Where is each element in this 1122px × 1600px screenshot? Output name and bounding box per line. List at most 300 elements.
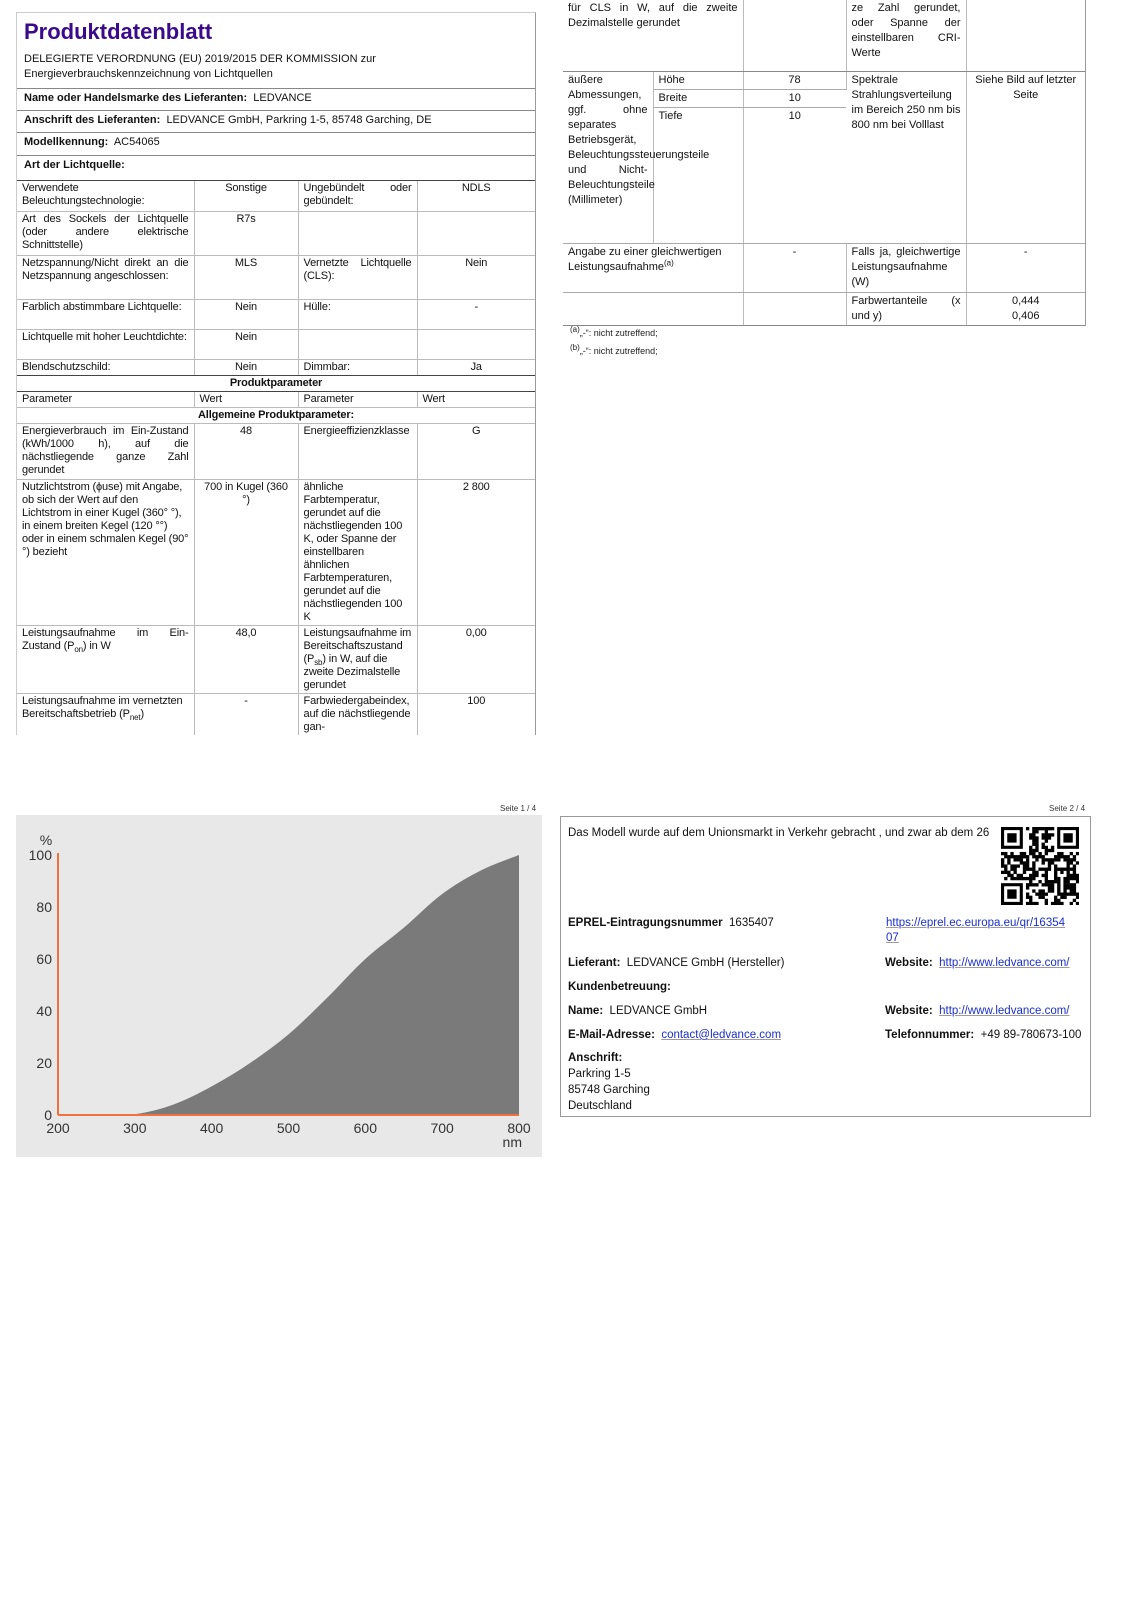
dimension-value: 78	[743, 71, 846, 89]
qr-module	[1048, 849, 1051, 852]
cell-value: 700 in Kugel (360 °)	[194, 479, 298, 625]
qr-module	[1070, 883, 1073, 886]
qr-module	[1070, 877, 1073, 880]
cell-label	[17, 625, 194, 693]
website-row	[885, 956, 1070, 971]
qr-module	[1057, 868, 1060, 871]
qr-module	[1063, 858, 1066, 861]
qr-module	[1045, 839, 1048, 842]
qr-module	[1057, 858, 1060, 861]
qr-module	[1017, 855, 1020, 858]
qr-module	[1001, 861, 1004, 864]
qr-module	[1070, 858, 1073, 861]
qr-module	[1045, 868, 1048, 871]
qr-module	[1038, 855, 1041, 858]
qr-module	[1026, 858, 1029, 861]
x-tick-label: 400	[199, 1120, 224, 1136]
qr-module	[1029, 874, 1032, 877]
qr-module	[1032, 889, 1035, 892]
email-row	[568, 1028, 781, 1043]
y-axis-label: %	[39, 832, 53, 848]
supplier-value: LEDVANCE GmbH (Hersteller)	[626, 957, 785, 969]
chroma-x: 0,444	[1011, 294, 1040, 307]
cell-label: ze Zahl gerundet, oder Spanne der einstellbaren CRI-Werte	[846, 0, 966, 71]
qr-module	[1035, 902, 1038, 905]
qr-module	[1051, 880, 1054, 883]
eprel-link[interactable]: https://eprel.ec.europa.eu/qr/1635407	[886, 917, 1066, 944]
qr-module	[1054, 896, 1057, 899]
qr-module	[1032, 874, 1035, 877]
qr-module	[1032, 861, 1035, 864]
website-label: Website:	[885, 957, 933, 969]
qr-module	[1051, 889, 1054, 892]
qr-module	[1054, 877, 1057, 880]
table-row	[17, 299, 535, 329]
qr-module	[1042, 874, 1045, 877]
qr-module	[1060, 902, 1063, 905]
qr-module	[1020, 877, 1023, 880]
cell-label: Farblich abstimmbare Lichtquelle:	[17, 299, 194, 329]
qr-module	[1045, 899, 1048, 902]
cell-empty	[417, 211, 535, 255]
email-link[interactable]: contact@ledvance.com	[661, 1029, 782, 1041]
qr-module	[1035, 836, 1038, 839]
qr-module	[1007, 858, 1010, 861]
qr-module	[1054, 874, 1057, 877]
model-row	[17, 133, 535, 156]
qr-module	[1038, 852, 1041, 855]
qr-module	[1026, 902, 1029, 905]
cell-value	[966, 292, 1085, 325]
model-label: Modellkennung:	[24, 136, 109, 148]
qr-module	[1045, 877, 1048, 880]
qr-module	[1063, 889, 1066, 892]
cell-label: Farbwiedergabeindex, auf die nächstliegende gan-	[298, 693, 417, 735]
qr-module	[1001, 858, 1004, 861]
qr-module	[1032, 830, 1035, 833]
chart-svg	[16, 815, 542, 1157]
qr-module	[1070, 874, 1073, 877]
qr-module	[1045, 827, 1048, 830]
label-text: ) in W	[82, 639, 111, 652]
cell-value: 100	[467, 694, 486, 707]
qr-module	[1023, 868, 1026, 871]
label-text: Leistungsaufnahme im vernetzten Bereitschaftsbetrieb (P	[22, 694, 183, 720]
cell-empty	[417, 329, 535, 359]
qr-module	[1063, 883, 1066, 886]
qr-module	[1001, 852, 1004, 855]
qr-module	[1057, 880, 1060, 883]
qr-module	[1045, 893, 1048, 896]
y-tick-label: 0	[44, 1107, 52, 1123]
qr-module	[1042, 861, 1045, 864]
address-line: Parkring 1-5	[568, 1068, 631, 1080]
qr-module	[1076, 893, 1079, 896]
y-tick-label: 100	[28, 847, 52, 863]
qr-module	[1067, 868, 1070, 871]
qr-module	[1073, 893, 1076, 896]
cell-value: Nein	[194, 359, 298, 375]
cell-label: Hülle:	[298, 299, 417, 329]
qr-module	[1029, 833, 1032, 836]
qr-module	[1051, 886, 1054, 889]
qr-module	[1051, 849, 1054, 852]
qr-module	[1057, 902, 1060, 905]
qr-module	[1067, 861, 1070, 864]
qr-module	[1004, 855, 1007, 858]
qr-module	[1054, 899, 1057, 902]
qr-module	[1026, 896, 1029, 899]
cell-empty	[743, 292, 846, 325]
qr-module	[1073, 855, 1076, 858]
website-link[interactable]: http://www.ledvance.com/	[939, 957, 1070, 969]
cell-value: -	[743, 243, 846, 292]
eprel-row	[568, 916, 774, 931]
qr-module	[1020, 855, 1023, 858]
subscript: sb	[314, 657, 323, 667]
qr-module	[1048, 886, 1051, 889]
qr-module	[1004, 852, 1007, 855]
datasheet-page-1-continued	[563, 0, 1086, 326]
qr-module	[1010, 855, 1013, 858]
qr-module	[1029, 836, 1032, 839]
qr-module	[1045, 846, 1048, 849]
qr-module	[1048, 883, 1051, 886]
qr-module	[1073, 889, 1076, 892]
table-row	[17, 423, 535, 479]
qr-module	[1073, 877, 1076, 880]
qr-module	[1035, 843, 1038, 846]
qr-module	[1026, 886, 1029, 889]
qr-module	[1001, 864, 1004, 867]
cell-empty	[743, 0, 846, 71]
cell-value: -	[966, 243, 1085, 292]
qr-module	[1026, 877, 1029, 880]
qr-module	[1063, 868, 1066, 871]
qr-module	[1026, 868, 1029, 871]
qr-module	[1067, 880, 1070, 883]
qr-module	[1042, 883, 1045, 886]
cell-value: Nein	[194, 329, 298, 359]
dimension-value: 10	[743, 89, 846, 107]
qr-module	[1067, 893, 1070, 896]
qr-module	[1045, 874, 1048, 877]
qr-module	[1042, 827, 1045, 830]
dimension-name: Tiefe	[653, 107, 743, 243]
cell-label: für CLS in W, auf die zweite Dezimalstelle gerundet	[563, 0, 743, 71]
qr-module	[1054, 902, 1057, 905]
table-row	[17, 625, 535, 693]
cell-empty	[298, 211, 417, 255]
column-header: Parameter	[298, 391, 417, 407]
continued-table	[563, 0, 1085, 326]
footnote-text: „-“: nicht zutreffend;	[579, 346, 658, 356]
qr-module	[1070, 889, 1073, 892]
supplier-row	[568, 956, 784, 971]
qr-module	[1048, 833, 1051, 836]
qr-module	[1023, 864, 1026, 867]
table-row	[563, 71, 1085, 89]
qr-module	[1076, 896, 1079, 899]
table-row	[17, 359, 535, 375]
qr-module	[1042, 855, 1045, 858]
qr-module	[1004, 871, 1007, 874]
cell-label: Dimmbar:	[298, 359, 417, 375]
cell-label: Verwendete Beleuchtungstechnologie:	[17, 181, 194, 211]
qr-module	[1001, 871, 1004, 874]
qr-module	[1048, 864, 1051, 867]
qr-code[interactable]	[1001, 827, 1079, 905]
qr-module	[1067, 855, 1070, 858]
regulation-text: DELEGIERTE VERORDNUNG (EU) 2019/2015 DER KOMMISSION zur Energieverbrauchskennzeichnung von Lichtquellen	[17, 49, 535, 89]
support-name-value: LEDVANCE GmbH	[609, 1005, 708, 1017]
light-source-table	[17, 181, 535, 735]
header-row	[17, 391, 535, 407]
datasheet-page-1	[16, 12, 536, 735]
cell-label	[563, 243, 743, 292]
qr-module	[1054, 871, 1057, 874]
cell-label: Nutzlichtstrom (ϕuse) mit Angabe, ob sich der Wert auf den Lichtstrom in einer Kugel (360° °), in einem breiten Kegel (120 °°) oder in einem schmalen Kegel (90° °) bezieht	[17, 479, 194, 625]
qr-module	[1060, 893, 1063, 896]
x-axis-label: nm	[502, 1134, 522, 1150]
qr-module	[1067, 886, 1070, 889]
qr-module	[1007, 855, 1010, 858]
qr-module	[1029, 880, 1032, 883]
qr-module	[1032, 833, 1035, 836]
qr-module	[1063, 893, 1066, 896]
qr-module	[1060, 871, 1063, 874]
page-number-1: Seite 1 / 4	[500, 804, 537, 813]
cell-empty	[966, 0, 1085, 71]
footnote-b	[570, 344, 658, 359]
qr-module	[1035, 883, 1038, 886]
email-label: E-Mail-Adresse:	[568, 1029, 655, 1041]
qr-module	[1070, 893, 1073, 896]
qr-module	[1048, 889, 1051, 892]
cell-value: -	[417, 299, 535, 329]
qr-module	[1026, 827, 1029, 830]
qr-module	[1020, 861, 1023, 864]
qr-module	[1004, 864, 1007, 867]
qr-module	[1051, 827, 1054, 830]
cell-value: MLS	[194, 255, 298, 299]
qr-module	[1020, 858, 1023, 861]
qr-module	[1076, 861, 1079, 864]
x-tick-label: 800	[507, 1120, 531, 1136]
cell-label: Blendschutzschild:	[17, 359, 194, 375]
qr-module	[1013, 855, 1016, 858]
table-row	[17, 693, 535, 735]
cell-label	[17, 693, 194, 735]
cell-value: Nein	[417, 255, 535, 299]
cell-value: Nein	[194, 299, 298, 329]
qr-module	[1076, 902, 1079, 905]
phone-label: Telefonnummer:	[885, 1029, 975, 1041]
qr-module	[1023, 871, 1026, 874]
qr-module	[1038, 880, 1041, 883]
qr-module	[1048, 868, 1051, 871]
qr-module	[1070, 852, 1073, 855]
cell-value: 0,00	[417, 625, 535, 693]
spectrum-area	[58, 855, 519, 1115]
x-tick-label: 300	[123, 1120, 147, 1136]
qr-module	[1038, 827, 1041, 830]
qr-module	[1004, 868, 1007, 871]
section-heading-row	[17, 407, 535, 423]
qr-module	[1017, 874, 1020, 877]
qr-module	[1007, 861, 1010, 864]
qr-module	[1063, 896, 1066, 899]
qr-module	[1038, 896, 1041, 899]
footnote-text: „-“: nicht zutreffend;	[579, 328, 658, 338]
qr-module	[1073, 883, 1076, 886]
qr-module	[1063, 880, 1066, 883]
y-tick-label: 20	[36, 1055, 52, 1071]
qr-module	[1057, 855, 1060, 858]
qr-module	[1073, 899, 1076, 902]
qr-module	[1048, 880, 1051, 883]
qr-module	[1070, 861, 1073, 864]
qr-module	[1029, 849, 1032, 852]
qr-module	[1026, 861, 1029, 864]
cell-label: Lichtquelle mit hoher Leuchtdichte:	[17, 329, 194, 359]
qr-module	[1032, 855, 1035, 858]
qr-module	[1045, 849, 1048, 852]
qr-module	[1051, 846, 1054, 849]
footnote-mark: (b)	[570, 343, 580, 352]
qr-module	[1029, 846, 1032, 849]
qr-module	[1032, 864, 1035, 867]
column-header: Parameter	[17, 391, 194, 407]
dimensions-label: äußere Abmessungen, ggf. ohne separates Betriebsgerät, Beleuchtungssteuerungsteile und Nicht-Beleuchtungsteile (Millimeter)	[563, 71, 653, 243]
address-heading: Anschrift:	[568, 1052, 623, 1064]
qr-module	[1035, 830, 1038, 833]
qr-module	[1067, 883, 1070, 886]
qr-module	[1070, 902, 1073, 905]
qr-module	[1045, 836, 1048, 839]
label-text: Leistungsaufnahme im Bereitschaftszustand (P	[303, 626, 412, 665]
qr-module	[1048, 861, 1051, 864]
qr-module	[1032, 839, 1035, 842]
qr-module	[1073, 864, 1076, 867]
qr-module	[1035, 827, 1038, 830]
qr-module	[1013, 877, 1016, 880]
qr-module	[1045, 902, 1048, 905]
qr-module	[1045, 858, 1048, 861]
phone-value: +49 89-780673-100	[980, 1029, 1082, 1041]
label-text: Angabe zu einer gleichwertigen Leistungsaufnahme	[568, 245, 722, 273]
qr-module	[1073, 868, 1076, 871]
customer-support-heading: Kundenbetreuung:	[568, 981, 671, 993]
cell-label: Farbwertanteile (x und y)	[846, 292, 966, 325]
qr-module	[1051, 883, 1054, 886]
qr-module	[1073, 871, 1076, 874]
qr-module	[1026, 855, 1029, 858]
website-label: Website:	[885, 1005, 933, 1017]
qr-module	[1032, 877, 1035, 880]
qr-module	[1057, 877, 1060, 880]
qr-module	[1029, 877, 1032, 880]
qr-module	[1042, 868, 1045, 871]
supplier-label: Lieferant:	[568, 957, 621, 969]
qr-module	[1004, 877, 1007, 880]
qr-module	[1045, 852, 1048, 855]
cell-empty	[563, 292, 743, 325]
qr-module	[1054, 858, 1057, 861]
chroma-y: 0,406	[1011, 309, 1040, 322]
supplier-address-row	[17, 111, 535, 133]
qr-module	[1029, 852, 1032, 855]
qr-module	[1070, 868, 1073, 871]
qr-module	[1038, 893, 1041, 896]
cell-value: Ja	[417, 359, 535, 375]
cell-value: -	[194, 693, 298, 735]
qr-module	[1035, 846, 1038, 849]
qr-module	[1010, 864, 1013, 867]
label-text: )	[140, 707, 145, 720]
cell-value: R7s	[194, 211, 298, 255]
qr-module	[1073, 858, 1076, 861]
table-row	[17, 211, 535, 255]
qr-module	[1076, 852, 1079, 855]
eprel-label: EPREL-Eintragungsnummer	[568, 917, 723, 929]
table-row	[17, 329, 535, 359]
qr-module	[1048, 827, 1051, 830]
supplier-name-row	[17, 89, 535, 111]
phone-row	[885, 1028, 1081, 1043]
page-title: Produktdatenblatt	[24, 19, 213, 44]
qr-module	[1032, 883, 1035, 886]
qr-module	[1067, 858, 1070, 861]
qr-module	[1045, 880, 1048, 883]
qr-module	[1023, 877, 1026, 880]
qr-module	[1035, 839, 1038, 842]
qr-module	[1076, 877, 1079, 880]
qr-module	[1060, 896, 1063, 899]
qr-module	[1051, 858, 1054, 861]
qr-module	[1051, 861, 1054, 864]
qr-module	[1067, 874, 1070, 877]
qr-module	[1067, 871, 1070, 874]
qr-module	[1029, 883, 1032, 886]
table-row	[17, 479, 535, 625]
qr-module	[1051, 833, 1054, 836]
table-row	[563, 0, 1085, 71]
qr-module	[1013, 868, 1016, 871]
qr-module	[1035, 855, 1038, 858]
qr-module	[1057, 852, 1060, 855]
column-header: Wert	[194, 391, 298, 407]
table-row	[17, 255, 535, 299]
product-parameters-heading: Produktparameter	[17, 375, 535, 391]
cell-label: ähnliche Farbtemperatur, gerundet auf die nächstliegenden 100 K, oder Spanne der einstellbaren ähnlichen Farbtemperaturen, gerundet auf die nächstliegenden 100 K	[298, 479, 417, 625]
qr-module	[1035, 893, 1038, 896]
footnote-a	[570, 326, 658, 341]
qr-module	[1048, 836, 1051, 839]
qr-module	[1020, 852, 1023, 855]
website-link[interactable]: http://www.ledvance.com/	[939, 1005, 1070, 1017]
qr-module	[1035, 871, 1038, 874]
y-tick-label: 60	[36, 951, 52, 967]
dimension-name: Höhe	[653, 71, 743, 89]
supplier-address-value: LEDVANCE GmbH, Parkring 1-5, 85748 Garching, DE	[166, 114, 432, 126]
qr-module	[1026, 883, 1029, 886]
section-heading-row	[17, 375, 535, 391]
cell-value: G	[417, 423, 535, 479]
qr-module	[1063, 886, 1066, 889]
qr-module	[1073, 886, 1076, 889]
cell-label: Netzspannung/Nicht direkt an die Netzspannung angeschlossen:	[17, 255, 194, 299]
